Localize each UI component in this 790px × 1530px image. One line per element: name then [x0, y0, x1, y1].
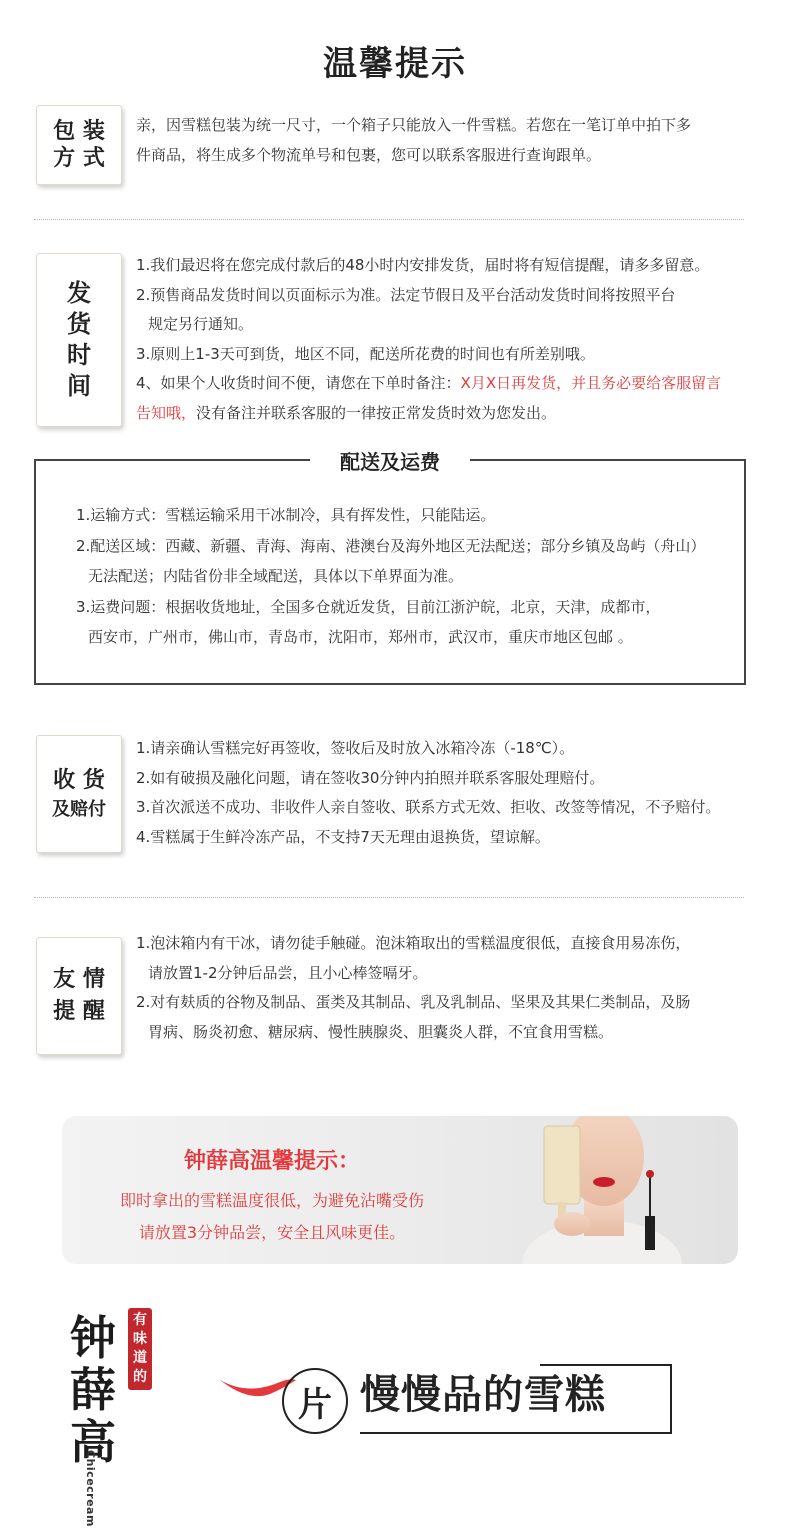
- brand-char: 薛: [70, 1363, 116, 1417]
- delivery-line: 1.运输方式：雪糕运输采用干冰制冷，具有挥发性，只能陆运。: [76, 506, 496, 524]
- ice-cream-bar-icon: [544, 1126, 580, 1204]
- brand-latin: Chicecream: [84, 1450, 97, 1527]
- tassel-earring-icon: [645, 1216, 655, 1250]
- receipt-label-line1: 收 货: [53, 768, 105, 793]
- packaging-label-line2: 方 式: [53, 146, 105, 171]
- delivery-line: 西安市，广州市，佛山市，青岛市，沈阳市，郑州市，武汉市，重庆市地区包邮 。: [88, 628, 633, 646]
- shipping-line-4-text: 4、如果个人收货时间不便，请您在下单时备注：: [136, 374, 461, 392]
- tip-banner: [62, 1116, 738, 1264]
- packaging-label-line1: 包 装: [53, 118, 105, 144]
- shipping-line-1: 1.我们最迟将在您完成付款后的48小时内安排发货，届时将有短信提醒，请多多留意。: [136, 256, 710, 274]
- reminder-text: [136, 929, 756, 1047]
- receipt-label-line2: 及赔付: [52, 798, 106, 820]
- shipping-label-char: 时: [67, 341, 91, 369]
- receipt-line: 2.如有破损及融化问题，请在签收30分钟内拍照并联系客服处理赔付。: [136, 768, 605, 787]
- banner-line-1: 即时拿出的雪糕温度很低，为避免沾嘴受伤: [119, 1191, 424, 1210]
- slogan-frame-bottom: [360, 1432, 672, 1434]
- receipt-line: 1.请亲确认雪糕完好再签收，签收后及时放入冰箱冷冻（-18℃）。: [136, 739, 575, 757]
- model-with-ice-cream-illustration: [492, 1116, 738, 1264]
- delivery-text: [76, 500, 716, 653]
- reminder-label-line2: 提 醒: [53, 999, 105, 1024]
- shipping-label-char: 发: [67, 278, 91, 307]
- shipping-line-5-highlight: 告知哦，: [136, 403, 197, 422]
- slogan-circle: 片: [282, 1368, 348, 1434]
- receipt-line: 3.首次派送不成功、非收件人亲自签收、联系方式无效、拒收、改签等情况，不予赔付。: [136, 798, 721, 816]
- brand-char: 钟: [70, 1311, 116, 1365]
- page-title: 温馨提示: [323, 44, 467, 84]
- shipping-label-char: 间: [67, 372, 91, 401]
- reminder-label-line1: 友 情: [53, 967, 105, 993]
- packaging-line: 亲，因雪糕包装为统一尺寸，一个箱子只能放入一件雪糕。若您在一笔订单中拍下多: [136, 116, 692, 134]
- hand-shape: [554, 1212, 590, 1236]
- lips-shape: [593, 1177, 615, 1187]
- shipping-line-3: 3.原则上1-3天可到货，地区不同，配送所花费的时间也有所差别哦。: [136, 344, 595, 363]
- shipping-time-text: [136, 251, 766, 428]
- delivery-line: 3.运费问题：根据收货地址，全国多仓就近发货，目前江浙沪皖，北京，天津，成都市，: [76, 597, 661, 616]
- delivery-line: 2.配送区域：西藏、新疆、青海、海南、港澳台及海外地区无法配送；部分乡镇及岛屿（舟山）: [76, 536, 706, 555]
- packaging-text: [136, 111, 756, 170]
- packaging-line: 件商品，将生成多个物流单号和包裹，您可以联系客服进行查询跟单。: [136, 145, 602, 164]
- brand-char: 高: [70, 1415, 116, 1469]
- reminder-line: 2.对有麸质的谷物及制品、蛋类及其制品、乳及乳制品、坚果及其果仁类制品，及肠: [136, 993, 691, 1011]
- receipt-text: [136, 734, 756, 852]
- earring-bead: [646, 1170, 654, 1178]
- shipping-line-2: 2.预售商品发货时间以页面标示为准。法定节假日及平台活动发货时间将按照平台: [136, 285, 676, 304]
- shipping-line-4-highlight: X月X日再发货，并且务必要给客服留言: [460, 374, 722, 392]
- banner-line-2: 请放置3分钟品尝，安全且风味更佳。: [138, 1223, 406, 1242]
- shipping-label-char: 货: [67, 309, 91, 338]
- shipping-line-2b: 规定另行通知。: [148, 315, 254, 333]
- seal-char: 有: [133, 1312, 147, 1328]
- receipt-label: [36, 735, 122, 853]
- reminder-label: [36, 937, 122, 1055]
- packaging-label: [36, 105, 122, 185]
- receipt-line: 4.雪糕属于生鲜冷冻产品，不支持7天无理由退换货，望谅解。: [136, 827, 550, 846]
- seal-char: 的: [133, 1369, 147, 1385]
- shipping-line-5: [136, 399, 766, 429]
- reminder-line: 胃病、肠炎初愈、糖尿病、慢性胰腺炎、胆囊炎人群，不宜食用雪糕。: [148, 1022, 614, 1041]
- reminder-line: 请放置1-2分钟后品尝，且小心棒签嗝牙。: [148, 963, 428, 982]
- slogan-text: 慢慢品的雪糕: [360, 1371, 606, 1418]
- banner-title: 钟薛高温馨提示：: [183, 1149, 360, 1174]
- brand-seal: [128, 1308, 152, 1390]
- delivery-line: 无法配送；内陆省份非全域配送，具体以下单界面为准。: [88, 567, 464, 585]
- reminder-line: 1.泡沫箱内有干冰，请勿徒手触碰。泡沫箱取出的雪糕温度很低，直接食用易冻伤，: [136, 934, 691, 952]
- shipping-time-label: [36, 253, 122, 427]
- shipping-line-4: [136, 369, 766, 399]
- seal-char: 味: [133, 1331, 147, 1347]
- slogan-frame-top: [540, 1364, 672, 1366]
- divider: [34, 897, 744, 898]
- divider: [34, 219, 744, 220]
- seal-char: 道: [133, 1350, 147, 1366]
- slogan-frame-right: [670, 1364, 672, 1434]
- shipping-line-5-text: 没有备注并联系客服的一律按正常发货时效为您发出。: [196, 403, 557, 422]
- delivery-title: 配送及运费: [310, 447, 470, 477]
